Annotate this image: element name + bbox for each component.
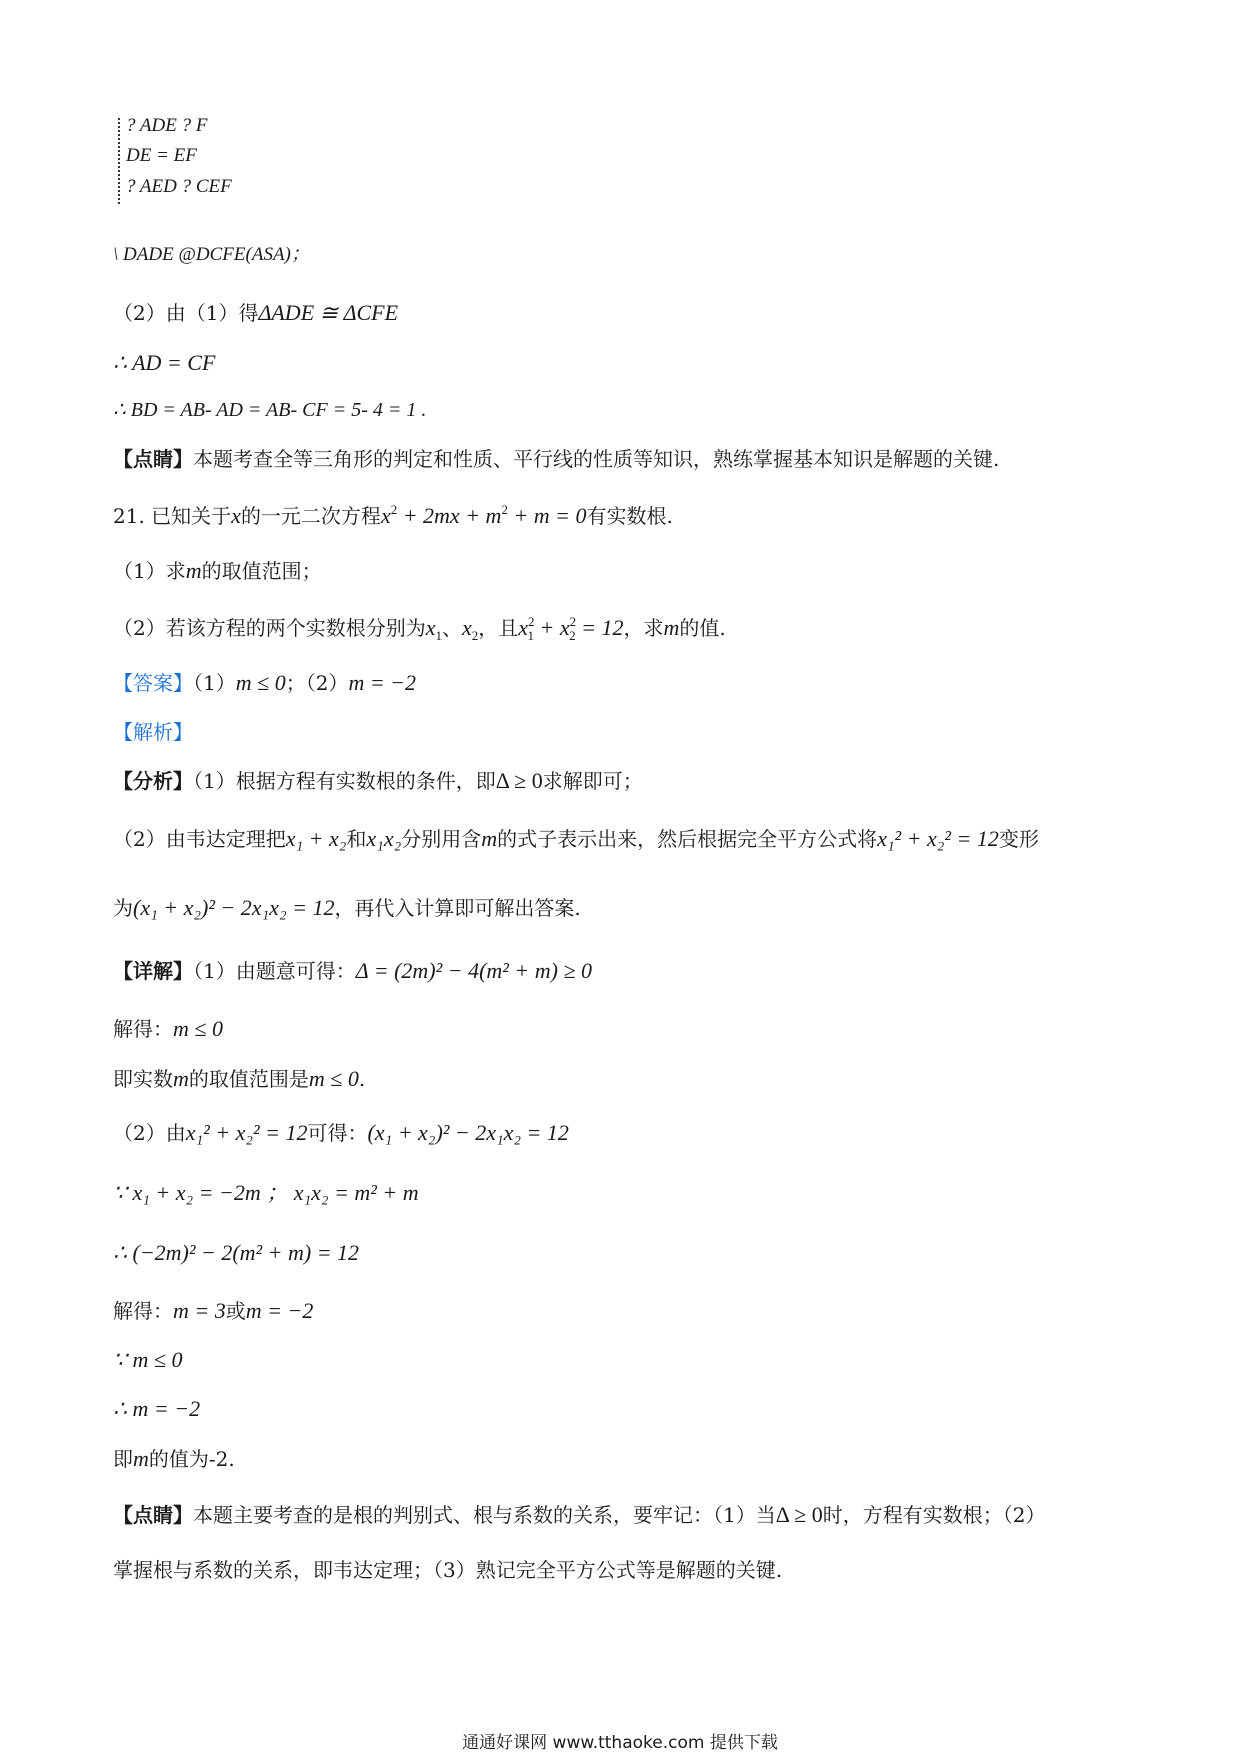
q21-stem: 21. 已知关于x的一元二次方程$x^2 + 2mx + m^2 + m = 0$有实数根. [113, 502, 673, 528]
xiangjie-line9: ∴ m = −2 [113, 1396, 201, 1421]
analysis-tag: 【解析】 [113, 720, 193, 744]
q20-part2-line2: ∴ AD = CF [113, 350, 216, 375]
q20-part2-line1: （2）由（1）得ΔADE ≅ ΔCFE [113, 300, 399, 325]
q20-part2-line3: ∴ BD = AB- AD = AB- CF = 5- 4 = 1 . [113, 399, 427, 421]
system-row-2: DE = EF [126, 145, 197, 166]
page-footer: 通通好课网 www.tthaoke.com 提供下载 [462, 1733, 778, 1753]
system-row-3: ? AED ? CEF [126, 176, 232, 197]
system-brace [118, 118, 124, 204]
congruence-conclusion: \ DADE @DCFE(ASA)； [113, 244, 310, 265]
xiangjie-line10: 即m的值为-2. [113, 1446, 235, 1471]
dianjing-2-line1: 【点睛】本题主要考查的是根的判别式、根与系数的关系，要牢记：（1）当Δ ≥ 0时，方程有实数根；（2） [113, 1502, 1046, 1527]
answer-tag: 【答案】 [113, 671, 193, 695]
dianjing-1: 【点睛】本题考查全等三角形的判定和性质、平行线的性质等知识，熟练掌握基本知识是解题的关键. [113, 447, 1000, 471]
fenxi-line1: 【分析】（1）根据方程有实数根的条件，即Δ ≥ 0求解即可； [113, 768, 643, 793]
fenxi-line3: 为(x₁ + x₂)² − 2x₁x₂ = 12，再代入计算即可解出答案. [113, 895, 581, 920]
xiangjie-line6: ∴ (−2m)² − 2(m² + m) = 12 [113, 1240, 360, 1265]
xiangjie-line3: 即实数m的取值范围是m ≤ 0. [113, 1066, 366, 1091]
xiangjie-line8: ∵ m ≤ 0 [113, 1347, 183, 1372]
xiangjie-line7: 解得：m = 3或m = −2 [113, 1298, 314, 1323]
xiangjie-line5: ∵ x₁ + x₂ = −2m ； x₁x₂ = m² + m [113, 1180, 419, 1205]
xiangjie-line1: 【详解】（1）由题意可得：Δ = (2m)² − 4(m² + m) ≥ 0 [113, 958, 593, 983]
q21-part1: （1）求m的取值范围； [113, 558, 322, 583]
answer-line: 【答案】（1）m ≤ 0；（2）m = −2 [113, 670, 417, 695]
xiangjie-line2: 解得：m ≤ 0 [113, 1016, 223, 1041]
q21-part2: （2）若该方程的两个实数根分别为$x_1$、$x_2$，且$x^2_1 + x^2_2 = 12$，求m的值. [113, 614, 726, 643]
fenxi-line2: （2）由韦达定理把x₁ + x₂和x₁x₂分别用含m的式子表示出来，然后根据完全平方公式将x₁² + x₂² = 12变形 [113, 826, 1039, 851]
dianjing-2-line2: 掌握根与系数的关系，即韦达定理；（3）熟记完全平方公式等是解题的关键. [113, 1558, 783, 1582]
system-row-1: ? ADE ? F [126, 115, 208, 136]
xiangjie-line4: （2）由x₁² + x₂² = 12可得：(x₁ + x₂)² − 2x₁x₂ = 12 [113, 1120, 569, 1145]
